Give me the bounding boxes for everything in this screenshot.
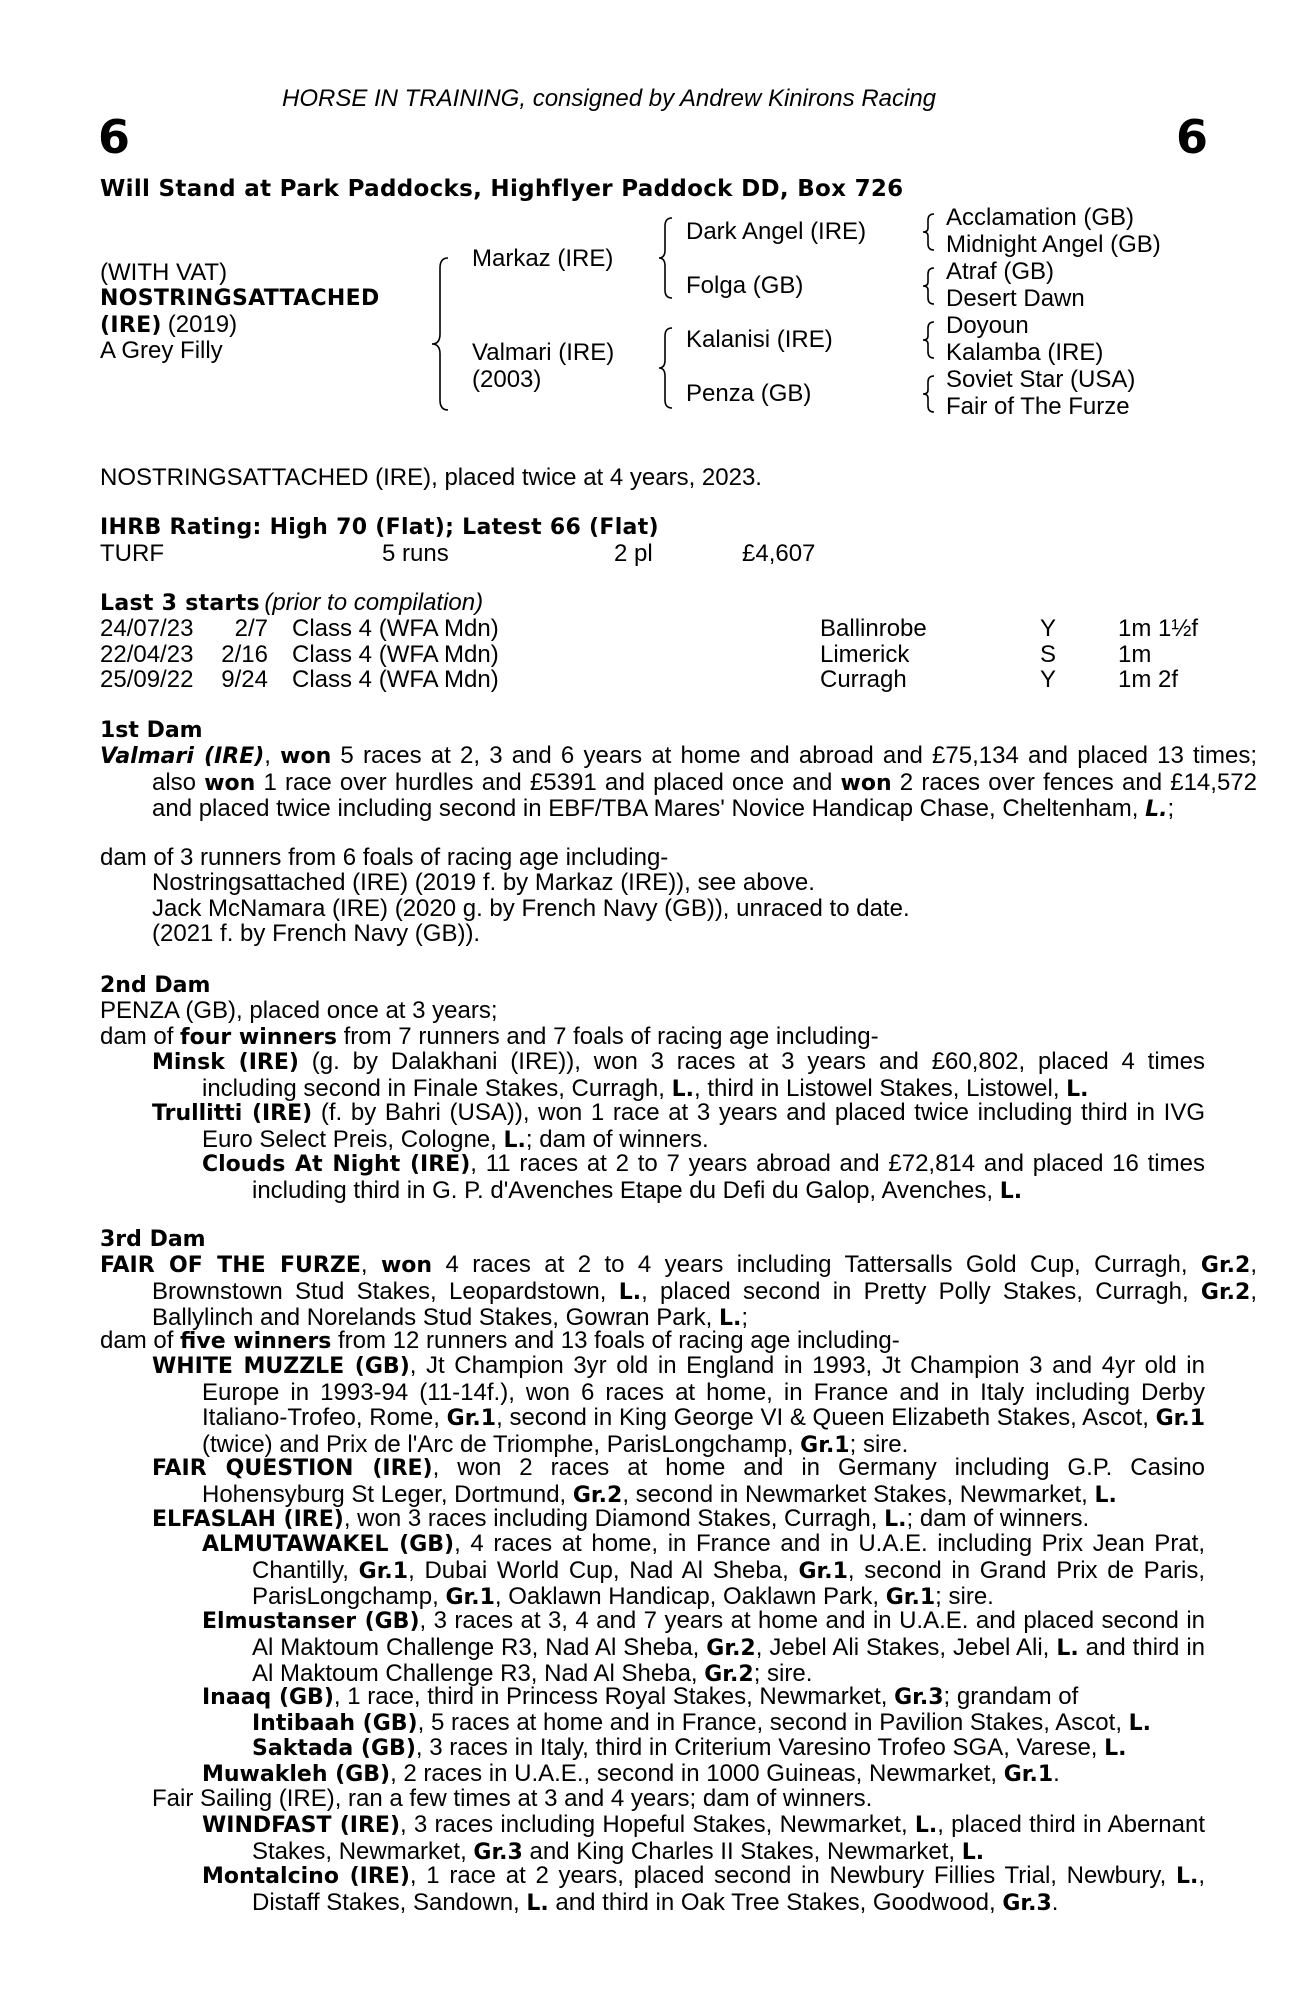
- listed-label: L.: [671, 1076, 694, 1102]
- mo-text-2: , Distaff Stakes, Sandown,: [252, 1862, 1206, 1916]
- produce-elmustanser: [202, 1608, 1205, 1688]
- listed-label: L.: [999, 1178, 1023, 1204]
- rating-runs: 5 runs: [382, 540, 449, 567]
- first-dam-record: Valmari (IRE), won 5 races at 2, 3 and 6 years at home and abroad and £75,134 and placed 13 times; also won 1 race over hurdles and £5391 and placed once and won 2 races over fences and £14,572 and placed twice including second in EBF/TBA Mares' Novice Handicap Chase, Cheltenham, L.;: [100, 742, 1257, 822]
- last-start-dist: 1m 2f: [1118, 666, 1179, 693]
- listed-label: L.: [503, 1127, 526, 1153]
- pedigree-sss: Acclamation (GB): [946, 204, 1135, 231]
- dam-of-text: dam of: [100, 1023, 181, 1050]
- fq-text-1: , won 2 races at home and in Germany including G.P. Casino Hohensyburg St Leger, Dortmund,: [202, 1454, 1206, 1508]
- produce-muwakleh: [202, 1761, 1060, 1788]
- wm-text-4: ; sire.: [849, 1430, 909, 1458]
- horse-year: (2019): [167, 311, 238, 338]
- last-start-course: Limerick: [820, 640, 910, 668]
- horse-name-montalcino: Montalcino (IRE): [202, 1864, 410, 1889]
- produce-minsk: [152, 1049, 1205, 1102]
- produce-inaaq: [202, 1684, 1205, 1711]
- first-dam-text-3: 2 races over fences and £14,572 and placed twice including second in EBF/TBA Mares' Novice Handicap Chase, Cheltenham,: [152, 768, 1257, 822]
- wf-text-1: , 3 races including Hopeful Stakes, Newmarket,: [400, 1811, 915, 1838]
- produce-fair-sailing: Fair Sailing (IRE), ran a few times at 3 and 4 years; dam of winners.: [152, 1785, 873, 1812]
- trullitti-text-2: ; dam of winners.: [525, 1125, 709, 1153]
- last-start-pos: 9/24: [221, 666, 268, 693]
- pedigree-dam: Valmari (IRE): [472, 339, 615, 366]
- furze-text-4: , Ballylinch and Norelands Stud Stakes, Gowran Park,: [152, 1277, 1258, 1331]
- first-dam-produce-1: Nostringsattached (IRE) (2019 f. by Markaz (IRE)), see above.: [152, 869, 815, 896]
- third-dam-name: FAIR OF THE FURZE: [100, 1253, 361, 1278]
- won-label: won: [840, 770, 892, 796]
- furze-text-3: , placed second in Pretty Polly Stakes, Curragh,: [641, 1277, 1201, 1305]
- dam-of-text-2: from 7 runners and 7 foals of racing age including-: [336, 1023, 879, 1050]
- lot-number-right: 6: [1176, 110, 1209, 164]
- produce-white-muzzle: [152, 1353, 1205, 1458]
- trullitti-text-1: (f. by Bahri (USA)), won 1 race at 3 years and placed twice including third in IVG Euro Select Preis, Cologne,: [202, 1099, 1205, 1153]
- listed-label: L.: [1175, 1864, 1199, 1889]
- group-label: Gr.3: [1002, 1890, 1052, 1916]
- fq-text-2: , second in Newmarket Stakes, Newmarket,: [622, 1480, 1095, 1508]
- horse-name-elmustanser: Elmustanser (GB): [202, 1609, 420, 1634]
- first-dam-produce-summary: dam of 3 runners from 6 foals of racing age including-: [100, 844, 669, 871]
- horse-name-white-muzzle: WHITE MUZZLE (GB): [152, 1354, 410, 1379]
- in-text-2: ; grandam of: [943, 1683, 1079, 1710]
- won-label: won: [380, 1253, 433, 1278]
- group-label: Gr.1: [1155, 1406, 1206, 1431]
- first-dam-produce-2: Jack McNamara (IRE) (2020 g. by French Navy (GB)), unraced to date.: [152, 895, 910, 922]
- third-dam-produce-summary: [100, 1328, 900, 1355]
- horse-name-intibaah: Intibaah (GB): [252, 1711, 418, 1736]
- produce-windfast: [202, 1812, 1205, 1865]
- group-label: Gr.1: [446, 1406, 497, 1431]
- clouds-text-1: , 11 races at 2 to 7 years abroad and £72,814 and placed 16 times including third in G. P. d'Avenches Etape du Defi du Galop, Avenches,: [252, 1150, 1205, 1204]
- mo-text-3: and third in Oak Tree Stakes, Goodwood,: [548, 1888, 1003, 1916]
- catalogue-subtitle: HORSE IN TRAINING, consigned by Andrew Kinirons Racing: [282, 85, 937, 112]
- last-start-date: 24/07/23: [100, 615, 194, 642]
- first-dam-heading: 1st Dam: [100, 718, 203, 743]
- listed-label: L.: [1128, 1711, 1152, 1736]
- listed-label: L.: [914, 1813, 938, 1838]
- mw-text-1: , 2 races in U.A.E., second in 1000 Guineas, Newmarket,: [390, 1760, 1004, 1787]
- listed-label: L.: [618, 1279, 642, 1305]
- al-text-2: , Dubai World Cup, Nad Al Sheba,: [408, 1556, 799, 1584]
- dam-of-text: dam of: [100, 1327, 181, 1354]
- al-text-4: , Oaklawn Handicap, Oaklawn Park,: [494, 1583, 886, 1610]
- won-label: won: [204, 770, 256, 796]
- first-dam-text-1: 5 races at 2, 3 and 6 years at home and abroad and £75,134 and placed 13 times; also: [152, 742, 1257, 796]
- last-start-pos: 2/16: [221, 640, 268, 668]
- horse-name-saktada: Saktada (GB): [252, 1736, 416, 1761]
- ib-text-1: , 5 races at home and in France, second in Pavilion Stakes, Ascot,: [417, 1709, 1129, 1736]
- produce-clouds-at-night: [202, 1151, 1205, 1204]
- pedigree-dam-sire: Kalanisi (IRE): [686, 326, 833, 353]
- in-text-1: , 1 race, third in Princess Royal Stakes, Newmarket,: [333, 1683, 895, 1710]
- mo-text-1: , 1 race at 2 years, placed second in Newbury Fillies Trial, Newbury,: [409, 1862, 1176, 1889]
- listed-label: L.: [718, 1306, 742, 1331]
- pedigree-sdd: Desert Dawn: [946, 285, 1085, 312]
- rating-earnings: £4,607: [742, 540, 816, 567]
- pedigree-dds: Soviet Star (USA): [946, 366, 1136, 393]
- wm-text-2: , second in King George VI & Queen Elizabeth Stakes, Ascot,: [496, 1404, 1156, 1431]
- winners-count: four winners: [180, 1025, 337, 1050]
- group-label: Gr.2: [1200, 1253, 1251, 1278]
- produce-intibaah: [252, 1710, 1151, 1737]
- wf-text-2: , placed third in Abernant Stakes, Newmarket,: [252, 1811, 1205, 1865]
- produce-almutawakel: [202, 1531, 1205, 1611]
- horse-name-almutawakel: ALMUTAWAKEL (GB): [202, 1532, 455, 1557]
- pedigree-sire-dam: Folga (GB): [686, 272, 804, 299]
- full-stop: .: [1051, 1888, 1059, 1916]
- last-start-date: 22/04/23: [100, 640, 194, 668]
- listed-label: L.: [884, 1507, 907, 1532]
- last-start-class: Class 4 (WFA Mdn): [292, 666, 499, 693]
- horse-name-trullitti: Trullitti (IRE): [152, 1101, 313, 1126]
- last-starts-header: [100, 590, 483, 617]
- horse-name-fair-question: FAIR QUESTION (IRE): [152, 1456, 433, 1481]
- horse-name-elfaslah: ELFASLAH (IRE): [152, 1507, 344, 1532]
- last-start-dist: 1m 1½f: [1118, 615, 1199, 642]
- em-text-2: , Jebel Ali Stakes, Jebel Ali,: [755, 1633, 1057, 1661]
- group-label: Gr.3: [894, 1685, 944, 1710]
- rating-heading: IHRB Rating: High 70 (Flat); Latest 66 (Flat): [100, 515, 659, 540]
- first-dam-text-4: ;: [1167, 795, 1175, 822]
- pedigree-sire: Markaz (IRE): [472, 245, 614, 272]
- al-text-5: ; sire.: [935, 1583, 994, 1610]
- first-dam-name: Valmari (IRE): [100, 744, 265, 769]
- last-start-course: Ballinrobe: [820, 615, 927, 642]
- listed-label: L.: [1066, 1076, 1089, 1102]
- pedigree-sds: Atraf (GB): [946, 258, 1055, 285]
- sk-text-1: , 3 races in Italy, third in Criterium Varesino Trofeo SGA, Varese,: [415, 1734, 1105, 1761]
- wf-text-3: and King Charles II Stakes, Newmarket,: [522, 1837, 962, 1865]
- winners-count: five winners: [180, 1329, 332, 1354]
- group-label: Gr.1: [358, 1558, 409, 1584]
- horse-name-clouds-at-night: Clouds At Night (IRE): [202, 1152, 471, 1177]
- last-start-going: Y: [1040, 666, 1057, 693]
- last-start-going: Y: [1040, 615, 1057, 642]
- horse-name-minsk: Minsk (IRE): [152, 1050, 299, 1075]
- horse-name-windfast: WINDFAST (IRE): [202, 1813, 400, 1838]
- group-label: Gr.2: [572, 1482, 623, 1508]
- group-label: Gr.1: [798, 1558, 848, 1584]
- pedigree-ssd: Midnight Angel (GB): [946, 231, 1161, 258]
- group-label: Gr.1: [800, 1432, 850, 1458]
- horse-description: A Grey Filly: [100, 337, 223, 364]
- furze-text-2: , Brownstown Stud Stakes, Leopardstown,: [152, 1251, 1258, 1305]
- stand-location: Will Stand at Park Paddocks, Highflyer Paddock DD, Box 726: [100, 176, 904, 202]
- group-label: Gr.2: [704, 1662, 754, 1687]
- produce-trullitti: [152, 1100, 1205, 1153]
- pedigree-dam-year: (2003): [472, 366, 542, 393]
- first-dam-produce-3: (2021 f. by French Navy (GB)).: [152, 920, 481, 947]
- second-dam-produce-summary: [100, 1024, 879, 1051]
- group-label: Gr.1: [885, 1585, 936, 1610]
- pedigree-dam-dam: Penza (GB): [686, 380, 812, 407]
- minsk-text-1: (g. by Dalakhani (IRE)), won 3 races at 3 years and £60,802, placed 4 times including second in Finale Stakes, Curragh,: [202, 1048, 1205, 1102]
- minsk-text-2: , third in Listowel Stakes, Listowel,: [693, 1074, 1067, 1102]
- rating-placed: 2 pl: [614, 540, 653, 567]
- pedigree-ddd: Fair of The Furze: [946, 393, 1130, 420]
- al-text-1: , 4 races at home, in France and in U.A.E. including Prix Jean Prat, Chantilly,: [252, 1530, 1205, 1584]
- vat-note: (WITH VAT): [100, 259, 228, 286]
- em-text-1: , 3 races at 3, 4 and 7 years at home and in U.A.E. and placed second in Al Maktoum Challenge R3, Nad Al Sheba,: [252, 1607, 1205, 1661]
- horse-country: (IRE): [100, 313, 162, 338]
- em-text-4: ; sire.: [753, 1660, 813, 1687]
- produce-fair-question: [152, 1455, 1205, 1508]
- group-label: Gr.3: [473, 1839, 523, 1865]
- listed-label: L.: [526, 1890, 549, 1916]
- last-start-going: S: [1040, 640, 1057, 668]
- second-dam-record: PENZA (GB), placed once at 3 years;: [100, 997, 498, 1024]
- pedigree-dss: Doyoun: [946, 312, 1029, 339]
- listed-label: L.: [1056, 1635, 1079, 1661]
- horse-name-inaaq: Inaaq (GB): [202, 1685, 334, 1710]
- horse-name: NOSTRINGSATTACHED: [100, 286, 380, 311]
- el-text-2: ; dam of winners.: [906, 1505, 1090, 1532]
- last-starts-note: (prior to compilation): [264, 589, 484, 616]
- last-start-date: 25/09/22: [100, 666, 194, 693]
- last-start-dist: 1m: [1118, 640, 1152, 668]
- produce-elfaslah: [152, 1506, 1205, 1533]
- group-label: Gr.2: [1200, 1279, 1251, 1305]
- produce-saktada: [252, 1735, 1127, 1762]
- won-label: won: [280, 744, 332, 769]
- furze-text-1: 4 races at 2 to 4 years including Tattersalls Gold Cup, Curragh,: [432, 1251, 1201, 1278]
- wm-text-3: (twice) and Prix de l'Arc de Triomphe, ParisLongchamp,: [202, 1430, 801, 1458]
- produce-montalcino: [202, 1863, 1205, 1916]
- second-dam-heading: 2nd Dam: [100, 973, 211, 998]
- listed-label: L.: [1104, 1736, 1127, 1761]
- last-start-course: Curragh: [820, 666, 907, 693]
- last-start-class: Class 4 (WFA Mdn): [292, 615, 499, 642]
- dam-of-text-2: from 12 runners and 13 foals of racing age including-: [331, 1327, 900, 1354]
- em-text-3: and third in Al Maktoum Challenge R3, Nad Al Sheba,: [252, 1633, 1206, 1687]
- last-start-pos: 2/7: [234, 615, 268, 642]
- pedigree-sire-sire: Dark Angel (IRE): [686, 218, 867, 245]
- group-label: Gr.1: [1003, 1762, 1054, 1787]
- al-text-3: , second in Grand Prix de Paris, ParisLongchamp,: [252, 1556, 1206, 1610]
- horse-name-muwakleh: Muwakleh (GB): [202, 1762, 391, 1787]
- lot-number-left: 6: [98, 110, 131, 164]
- listed-label: L.: [1094, 1482, 1117, 1508]
- rating-surface: TURF: [100, 540, 164, 567]
- el-text-1: , won 3 races including Diamond Stakes, Curragh,: [343, 1505, 885, 1532]
- listed-label: L.: [1145, 797, 1168, 822]
- pedigree-dsd: Kalamba (IRE): [946, 339, 1104, 366]
- listed-label: L.: [961, 1839, 985, 1865]
- last-start-class: Class 4 (WFA Mdn): [292, 640, 499, 668]
- third-dam-record: FAIR OF THE FURZE, won 4 races at 2 to 4 years including Tattersalls Gold Cup, Curragh, Gr.2, Brownstown Stud Stakes, Leopardstown, L., placed second in Pretty Polly Stakes, Curragh, Gr.2, Ballylinch and Norelands Stud Stakes, Gowran Park, L.;: [100, 1251, 1258, 1331]
- third-dam-heading: 3rd Dam: [100, 1227, 206, 1252]
- full-stop: .: [1053, 1760, 1060, 1787]
- group-label: Gr.1: [445, 1585, 495, 1610]
- last-starts-heading: Last 3 starts: [100, 591, 260, 616]
- wm-text-1: , Jt Champion 3yr old in England in 1993, Jt Champion 3 and 4yr old in Europe in 1993-94 (11-14f.), won 6 races at home, in France and in Italy including Derby Italiano-Trofeo, Rome,: [202, 1352, 1205, 1431]
- group-label: Gr.2: [706, 1635, 756, 1661]
- race-summary: NOSTRINGSATTACHED (IRE), placed twice at 4 years, 2023.: [100, 464, 762, 491]
- first-dam-text-2: 1 race over hurdles and £5391 and placed once and: [255, 768, 841, 796]
